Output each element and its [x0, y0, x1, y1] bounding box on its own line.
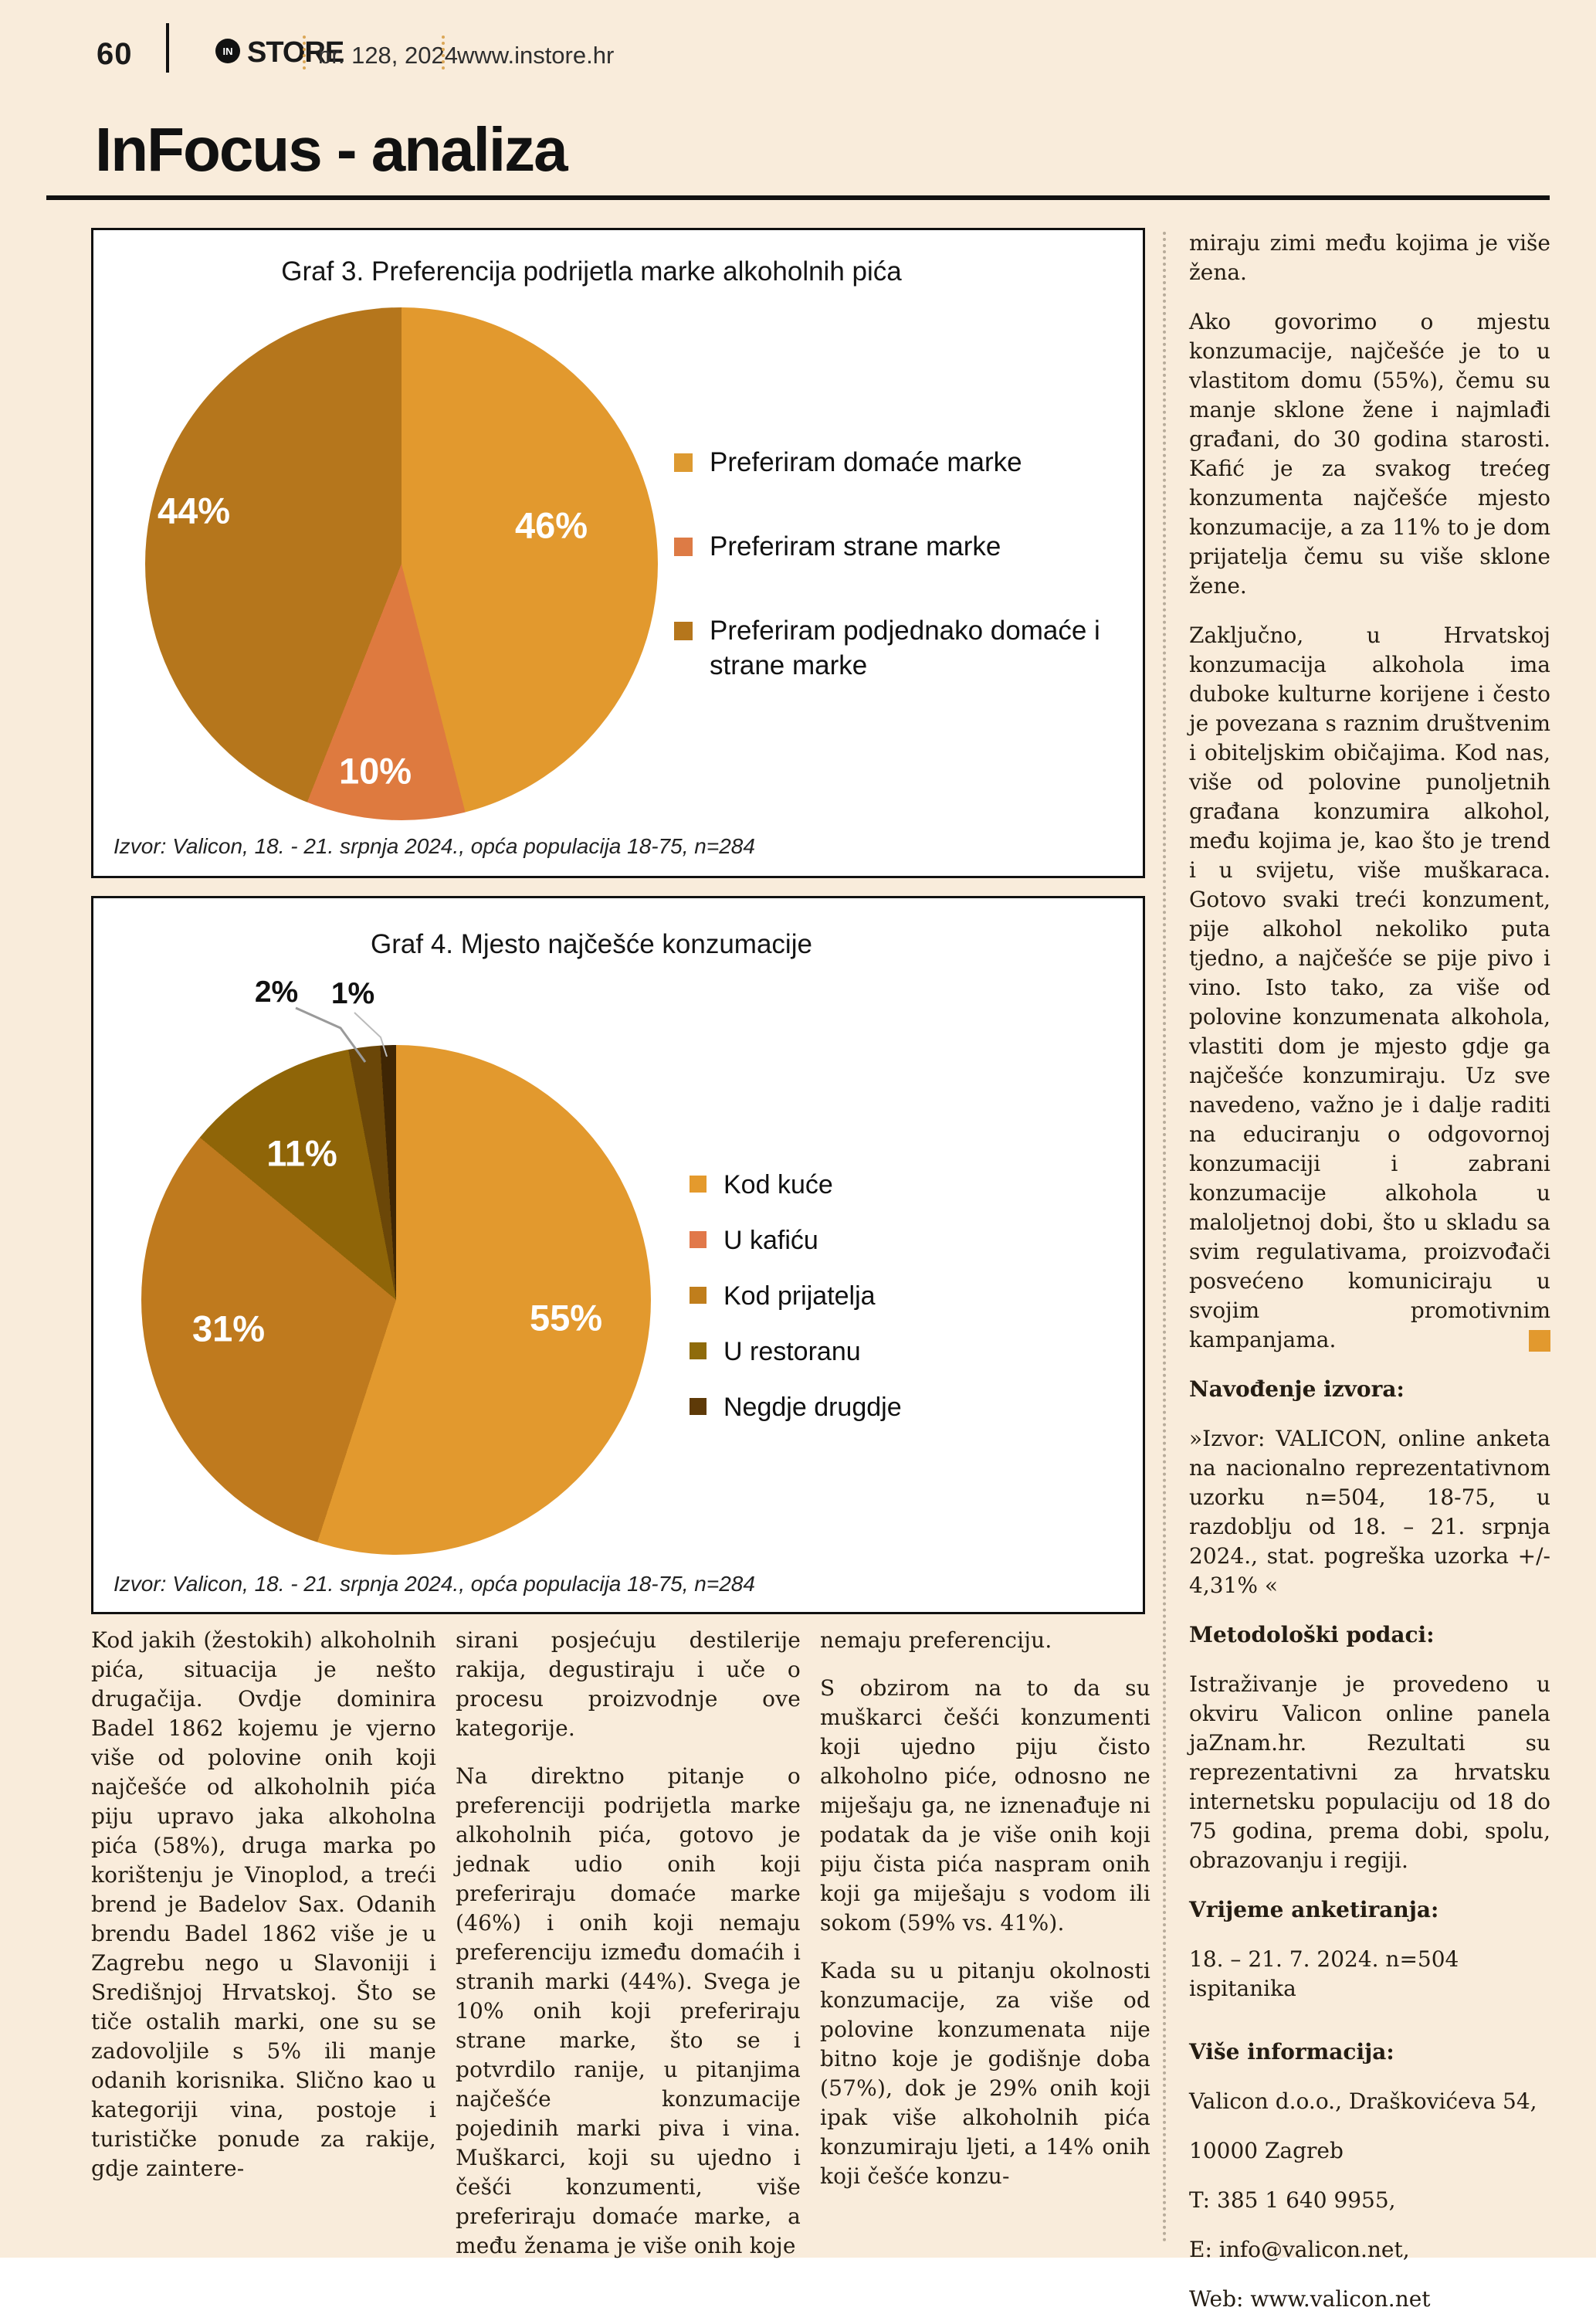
method-body: Istraživanje je provedeno u okviru Valicon online panela jaZnam.hr. Rezultati su reprezentativni za hrvatsku internetsku populaciju od 18 do 75 godina, prema dobi, spolu, obrazovanju i regiji.: [1189, 1671, 1550, 1873]
legend-swatch: [690, 1398, 707, 1415]
pie-chart-1: [145, 307, 658, 820]
paragraph: Kod jakih (žestokih) alkoholnih pića, situacija je nešto drugačija. Ovdje dominira Badel 1862 kojemu je vjerno više od polovine onih koji najčešće od alkoholnih pića piju upravo jaka alkoholna pića (58%), druga marka po korištenju je Vinoplod, a treći brend je Badelov Sax. Odanih brendu Badel 1862 više je u Zagrebu nego u Slavoniji i Središnjoj Hrvatskoj. Što se tiče ostalih marki, one su se zadovoljile s 5% ili manje odanih korisnika. Slično kao u kategoriji vina, postoje i turističke ponude za rakije, gdje zaintere-: [91, 1627, 436, 2181]
legend-label: Preferiram strane marke: [710, 531, 1001, 562]
info-web: Web: www.valicon.net: [1189, 2286, 1431, 2312]
issue-number: br. 128, 2024.: [318, 42, 465, 69]
legend-swatch: [690, 1231, 707, 1248]
pie2-label-1: 1%: [330, 977, 375, 1010]
legend-swatch: [674, 622, 693, 640]
info-address: Valicon d.o.o., Draškovićeva 54,: [1189, 2088, 1537, 2114]
pie1-label-46: 46%: [514, 504, 588, 546]
column-dotted-divider: [1163, 232, 1166, 2244]
paragraph: Kada su u pitanju okolnosti konzumacije, za više od polovine konzumenata nije bitno koje je godišnje doba (57%), dok je 29% onih koji ipak više alkoholnih pića konzumiraju ljeti, a 14% onih koji češće konzu-: [820, 1958, 1150, 2189]
pie2-label-31: 31%: [191, 1308, 266, 1349]
info-phone: T: 385 1 640 9955,: [1189, 2187, 1396, 2213]
legend-item: [690, 1280, 1091, 1312]
legend-label: U restoranu: [723, 1337, 861, 1366]
legend-item: [690, 1391, 1091, 1423]
legend-swatch: [690, 1176, 707, 1193]
legend-item: [674, 445, 1106, 480]
section-title: InFocus - analiza: [95, 115, 567, 184]
header-dotted-separator: [442, 36, 445, 70]
article-column-3: [820, 1626, 1150, 2253]
chart-2-legend: [690, 1169, 1091, 1423]
chart-1-title: Graf 3. Preferencija podrijetla marke alkoholnih pića: [281, 256, 902, 287]
instore-logo-icon: IN: [215, 39, 240, 63]
article-column-right: [1189, 229, 1550, 2312]
method-heading: Metodološki podaci:: [1189, 1622, 1435, 1647]
info-heading: Više informacija:: [1189, 2039, 1394, 2065]
legend-item: [690, 1169, 1091, 1201]
chart-2-title: Graf 4. Mjesto najčešće konzumacije: [371, 929, 812, 959]
paragraph: nemaju preferenciju.: [820, 1627, 1052, 1653]
paragraph: miraju zimi među kojima je više žena.: [1189, 230, 1550, 285]
pie2-label-55: 55%: [529, 1297, 603, 1339]
header-dotted-separator: [303, 36, 306, 70]
chart-2-source: Izvor: Valicon, 18. - 21. srpnja 2024., opća populacija 18-75, n=284: [114, 1572, 755, 1596]
legend-item: [674, 613, 1106, 683]
paragraph: Ako govorimo o mjestu konzumacije, najčešće je to u vlastitom domu (55%), čemu su manje sklone žene i najmlađi građani, do 30 godina starosti. Kafić je za svakog trećeg konzumenta najčešće mjesto konzumacije, a za 11% to je dom prijatelja čemu su više sklone žene.: [1189, 309, 1550, 599]
legend-label: U kafiću: [723, 1226, 818, 1255]
sources-body: »Izvor: VALICON, online anketa na nacionalno reprezentativnom uzorku n=504, 18-75, u razdoblju od 18. – 21. srpnja 2024., stat. pogreška uzorka +/- 4,31% «: [1189, 1426, 1550, 1598]
header-divider: [166, 23, 169, 73]
instore-logo-text: STORE: [247, 36, 344, 69]
paragraph: S obzirom na to da su muškarci češći konzumenti koji ujedno piju čisto alkoholno piće, odnosno ne miješaju ga, ne iznenađuje ni podatak da je više onih koji piju čista pića naspram onih koji ga miješaju s vodom ili sokom (59% vs. 41%).: [820, 1675, 1150, 1936]
pie2-label-2: 2%: [254, 975, 299, 1009]
legend-item: [690, 1224, 1091, 1257]
sources-heading: Navođenje izvora:: [1189, 1376, 1405, 1402]
paragraph: sirani posjećuju destilerije rakija, degustiraju i uče o procesu proizvodnje ove kategorije.: [456, 1627, 801, 1741]
website-url: www.instore.hr: [457, 42, 615, 69]
article-column-1: [91, 1626, 436, 2253]
legend-item: [674, 529, 1106, 564]
chart-1-source: Izvor: Valicon, 18. - 21. srpnja 2024., opća populacija 18-75, n=284: [114, 834, 755, 858]
info-email: E: info@valicon.net,: [1189, 2237, 1410, 2262]
pie1-label-44: 44%: [157, 490, 231, 531]
paragraph: [1189, 621, 1550, 1355]
chart-1-legend: [674, 445, 1106, 683]
article-column-2: [456, 1626, 801, 2258]
info-city: 10000 Zagreb: [1189, 2138, 1344, 2163]
chart-1-box: [91, 228, 1145, 878]
legend-item: [690, 1335, 1091, 1368]
legend-label: Kod prijatelja: [723, 1281, 876, 1311]
legend-label: Kod kuće: [723, 1170, 833, 1199]
paragraph-text: Zaključno, u Hrvatskoj konzumacija alkohola ima duboke kulturne korijene i često je povezana s raznim društvenim i obiteljskim običajima. Kod nas, više od polovine punoljetnih građana konzumira alkohol, među kojima je, kao što je trend i u svijetu, više muškaraca. Gotovo svaki treći konzument, pije alkohol nekoliko puta tjedno, a najčešće se pije pivo i vino. Isto tako, za više od polovine konzumenata alkohola, vlastiti dom je mjesto gdje ga najčešće konzumiraju. Uz sve navedeno, važno je i dalje raditi na educiranju o odgovornoj konzumaciji i zabrani konzumacije alkohola u maloljetnoj dobi, što u skladu sa svim regulativama, proizvođači posvećeno komuniciraju u svojim promotivnim kampanjama.: [1189, 623, 1550, 1352]
legend-label: Negdje drugdje: [723, 1393, 902, 1422]
legend-swatch: [690, 1342, 707, 1359]
time-body: 18. – 21. 7. 2024. n=504 ispitanika: [1189, 1946, 1459, 2001]
page-number: 60: [97, 37, 133, 71]
pie1-label-10: 10%: [338, 750, 412, 792]
time-heading: Vrijeme anketiranja:: [1189, 1897, 1439, 1922]
legend-label: Preferiram domaće marke: [710, 447, 1022, 477]
title-rule: [46, 195, 1550, 200]
article-end-square-icon: [1529, 1330, 1550, 1352]
legend-label: Preferiram podjednako domaće i strane marke: [710, 616, 1100, 680]
legend-swatch: [674, 538, 693, 556]
legend-swatch: [674, 453, 693, 472]
paragraph: Na direktno pitanje o preferenciji podrijetla marke alkoholnih pića, gotovo je jednak udio onih koji preferiraju domaće marke (46%) i onih koji nemaju preferenciju između domaćih i stranih marki (44%). Svega je 10% onih koji preferiraju strane marke, što se i potvrdilo ranije, u pitanjima najčešće konzumacije pojedinih marki piva i vina. Muškarci, koji su ujedno i češći konzumenti, više preferiraju domaće marke, a među ženama je više onih koje: [456, 1763, 801, 2258]
legend-swatch: [690, 1287, 707, 1304]
chart-2-box: [91, 896, 1145, 1614]
pie2-label-11: 11%: [266, 1132, 337, 1174]
